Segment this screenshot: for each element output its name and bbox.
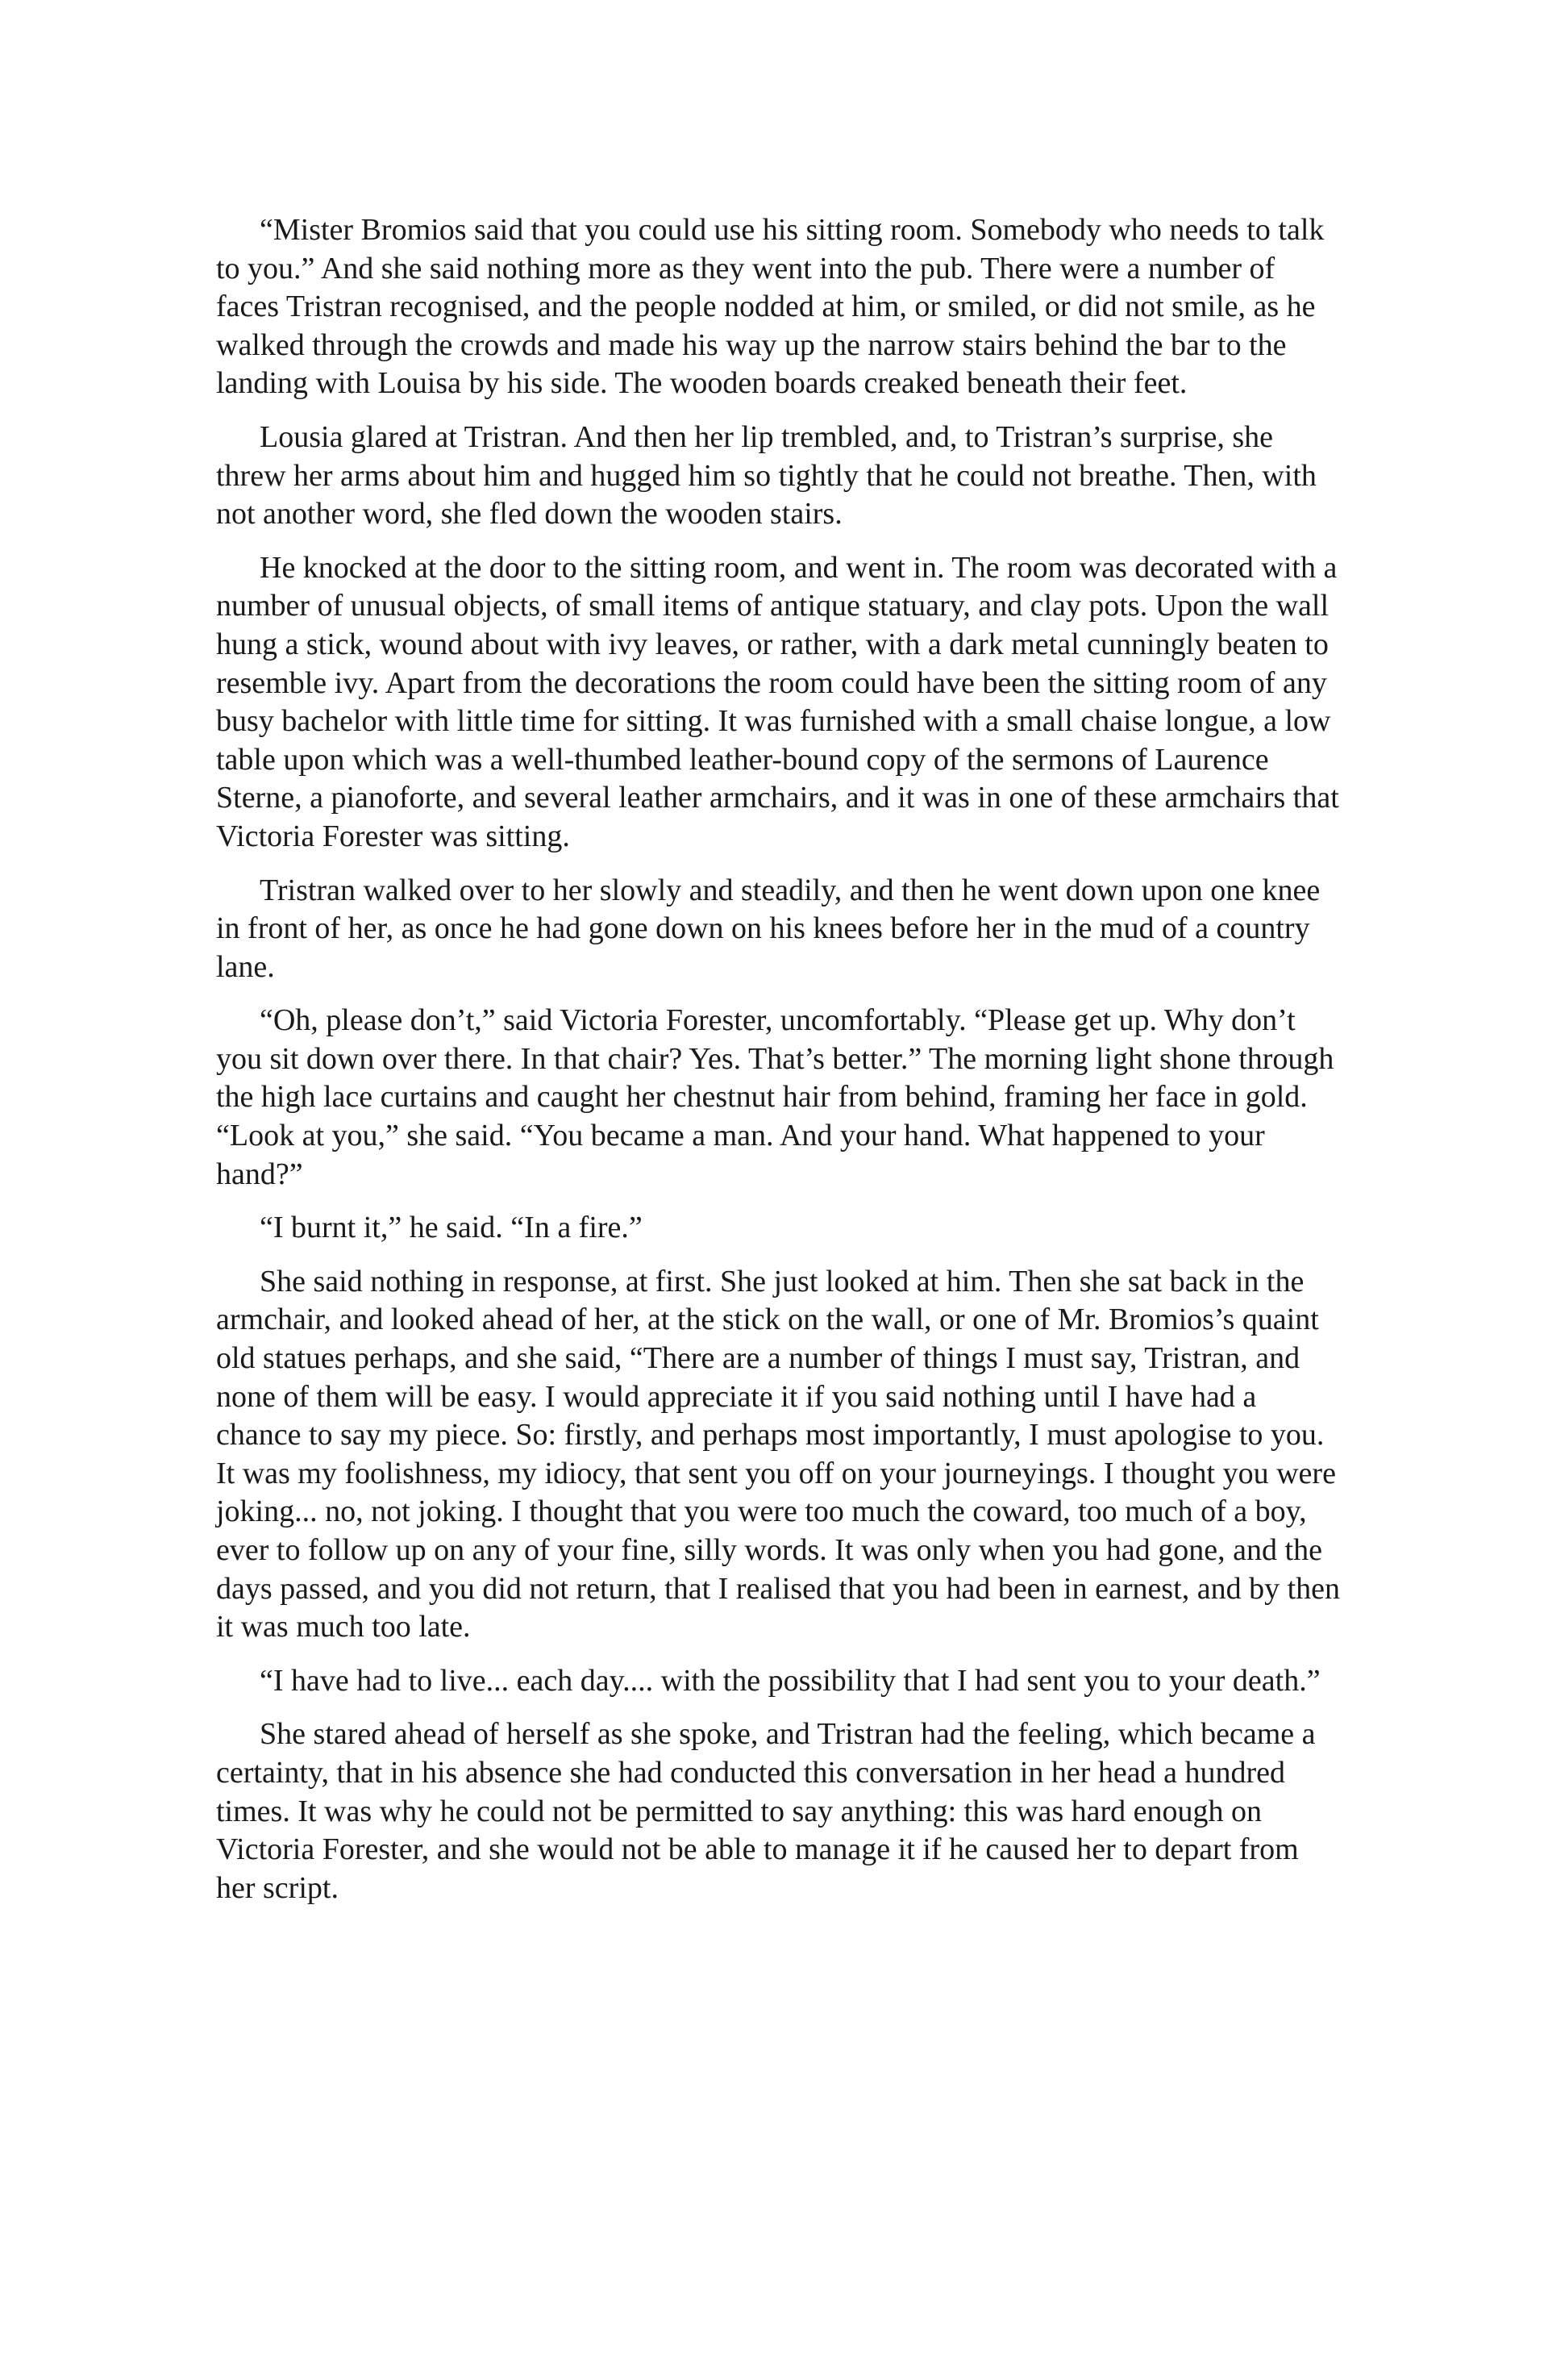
paragraph-2: Lousia glared at Tristran. And then her lip trembled, and, to Tristran’s surprise, she threw her arms about him and hugged him so tightly that he could not breathe. Then, with not another word, she fled down the wooden stairs. bbox=[216, 419, 1317, 531]
paragraph-5: “Oh, please don’t,” said Victoria Forester, uncomfortably. “Please get up. Why don’t you sit down over there. In that chair? Yes. That’s better.” The morning light shone through the high lace curtains and caught her chestnut hair from behind, framing her face in gold. “Look at you,” she said. “You became a man. And your hand. What happened to your hand?” bbox=[216, 1003, 1334, 1191]
paragraph-3: He knocked at the door to the sitting room, and went in. The room was decorated with a number of unusual objects, of small items of antique statuary, and clay pots. Upon the wall hung a stick, wound about with ivy leaves, or rather, with a dark metal cunningly beaten to resemble ivy. Apart from the decorations the room could have been the sitting room of any busy bachelor with little time for sitting. It was furnished with a small chaise longue, a low table upon which was a well-thumbed leather-bound copy of the sermons of Laurence Sterne, a pianoforte, and several leather armchairs, and it was in one of these armchairs that Victoria Forester was sitting. bbox=[216, 550, 1339, 853]
paragraph-1: “Mister Bromios said that you could use his sitting room. Somebody who needs to talk to you.” And she said nothing more as they went into the pub. There were a number of faces Tristran recognised, and the people nodded at him, or smiled, or did not smile, as he walked through the crowds and made his way up the narrow stairs behind the bar to the landing with Louisa by his side. The wooden boards creaked beneath their feet. bbox=[216, 213, 1325, 401]
paragraph-8: “I have had to live... each day.... with the possibility that I had sent you to your death.” bbox=[260, 1663, 1321, 1698]
body-text bbox=[216, 211, 1345, 1923]
paragraph-4: Tristran walked over to her slowly and steadily, and then he went down upon one knee in front of her, as once he had gone down on his knees before her in the mud of a country lane. bbox=[216, 873, 1321, 984]
paragraph-6: “I burnt it,” he said. “In a fire.” bbox=[260, 1211, 643, 1245]
paragraph-7: She said nothing in response, at first. She just looked at him. Then she sat back in the armchair, and looked ahead of her, at the stick on the wall, or one of Mr. Bromios’s quaint old statues perhaps, and she said, “There are a number of things I must say, Tristran, and none of them will be easy. I would appreciate it if you said nothing until I have had a chance to say my piece. So: firstly, and perhaps most importantly, I must apologise to you. It was my foolishness, my idiocy, that sent you off on your journeyings. I thought you were joking... no, not joking. I thought that you were too much the coward, too much of a boy, ever to follow up on any of your fine, silly words. It was only when you had gone, and the days passed, and you did not return, that I realised that you had been in earnest, and by then it was much too late. bbox=[216, 1264, 1340, 1644]
paragraph-9: She stared ahead of herself as she spoke, and Tristran had the feeling, which became a certainty, that in his absence she had conducted this conversation in her head a hundred times. It was why he could not be permitted to say anything: this was hard enough on Victoria Forester, and she would not be able to manage it if he caused her to depart from her script. bbox=[216, 1717, 1316, 1905]
